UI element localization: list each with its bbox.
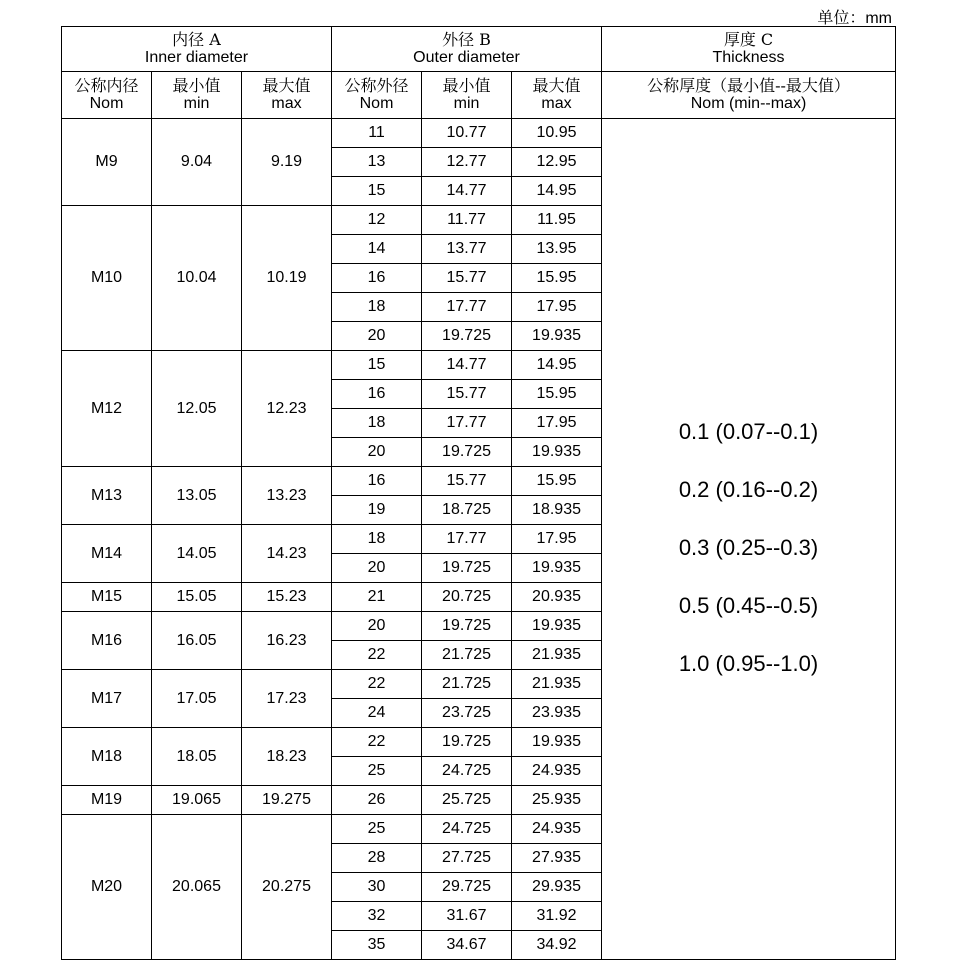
- inner-max-cell: 19.275: [242, 786, 332, 815]
- outer-min-cell: 19.725: [422, 554, 512, 583]
- outer-nom-cell: 11: [332, 119, 422, 148]
- outer-max-cell: 18.935: [512, 496, 602, 525]
- subheader-en: max: [271, 95, 302, 112]
- outer-nom-cell: 32: [332, 902, 422, 931]
- inner-max-cell: 14.23: [242, 525, 332, 583]
- subheader-inner-min: [152, 72, 242, 119]
- inner-nom-cell: M14: [62, 525, 152, 583]
- outer-nom-cell: 12: [332, 206, 422, 235]
- inner-max-cell: 9.19: [242, 119, 332, 206]
- unit-prefix: 单位：: [817, 8, 866, 27]
- outer-nom-cell: 30: [332, 873, 422, 902]
- outer-nom-cell: 20: [332, 554, 422, 583]
- outer-max-cell: 19.935: [512, 438, 602, 467]
- outer-nom-cell: 20: [332, 322, 422, 351]
- outer-nom-cell: 20: [332, 612, 422, 641]
- outer-max-cell: 15.95: [512, 467, 602, 496]
- inner-min-cell: 15.05: [152, 583, 242, 612]
- inner-min-cell: 19.065: [152, 786, 242, 815]
- outer-max-cell: 27.935: [512, 844, 602, 873]
- outer-max-cell: 12.95: [512, 148, 602, 177]
- outer-nom-cell: 26: [332, 786, 422, 815]
- header-inner-diameter: [62, 27, 332, 72]
- header-thickness-en: Thickness: [712, 49, 785, 66]
- subheader-row: [62, 72, 896, 119]
- outer-min-cell: 11.77: [422, 206, 512, 235]
- inner-nom-cell: M17: [62, 670, 152, 728]
- outer-max-cell: 13.95: [512, 235, 602, 264]
- outer-min-cell: 10.77: [422, 119, 512, 148]
- header-thickness: [602, 27, 896, 72]
- inner-nom-cell: M13: [62, 467, 152, 525]
- outer-max-cell: 24.935: [512, 815, 602, 844]
- outer-max-cell: 21.935: [512, 670, 602, 699]
- inner-min-cell: 13.05: [152, 467, 242, 525]
- outer-max-cell: 23.935: [512, 699, 602, 728]
- outer-max-cell: 17.95: [512, 525, 602, 554]
- subheader-cn: 最大值: [262, 76, 311, 95]
- inner-min-cell: 12.05: [152, 351, 242, 467]
- outer-max-cell: 29.935: [512, 873, 602, 902]
- inner-min-cell: 9.04: [152, 119, 242, 206]
- outer-min-cell: 13.77: [422, 235, 512, 264]
- outer-nom-cell: 22: [332, 728, 422, 757]
- outer-max-cell: 24.935: [512, 757, 602, 786]
- inner-nom-cell: M18: [62, 728, 152, 786]
- subheader-outer-nom: [332, 72, 422, 119]
- inner-nom-cell: M20: [62, 815, 152, 960]
- inner-nom-cell: M10: [62, 206, 152, 351]
- dimension-table: [61, 26, 896, 960]
- header-inner-cn: 内径 A: [172, 30, 221, 49]
- outer-max-cell: 20.935: [512, 583, 602, 612]
- subheader-inner-nom: [62, 72, 152, 119]
- outer-max-cell: 17.95: [512, 409, 602, 438]
- outer-max-cell: 17.95: [512, 293, 602, 322]
- outer-min-cell: 17.77: [422, 525, 512, 554]
- inner-max-cell: 18.23: [242, 728, 332, 786]
- outer-min-cell: 21.725: [422, 670, 512, 699]
- inner-min-cell: 20.065: [152, 815, 242, 960]
- inner-max-cell: 20.275: [242, 815, 332, 960]
- subheader-inner-max: [242, 72, 332, 119]
- outer-max-cell: 15.95: [512, 380, 602, 409]
- outer-nom-cell: 16: [332, 380, 422, 409]
- outer-max-cell: 19.935: [512, 322, 602, 351]
- outer-min-cell: 29.725: [422, 873, 512, 902]
- inner-nom-cell: M12: [62, 351, 152, 467]
- outer-nom-cell: 21: [332, 583, 422, 612]
- inner-max-cell: 12.23: [242, 351, 332, 467]
- subheader-outer-max: [512, 72, 602, 119]
- unit-label: [817, 5, 892, 28]
- outer-nom-cell: 35: [332, 931, 422, 960]
- inner-nom-cell: M19: [62, 786, 152, 815]
- outer-min-cell: 23.725: [422, 699, 512, 728]
- outer-min-cell: 15.77: [422, 264, 512, 293]
- outer-min-cell: 15.77: [422, 380, 512, 409]
- outer-nom-cell: 14: [332, 235, 422, 264]
- outer-min-cell: 27.725: [422, 844, 512, 873]
- header-outer-cn: 外径 B: [442, 30, 491, 49]
- inner-max-cell: 16.23: [242, 612, 332, 670]
- outer-nom-cell: 28: [332, 844, 422, 873]
- outer-min-cell: 31.67: [422, 902, 512, 931]
- thickness-option: 0.1 (0.07--0.1): [678, 419, 819, 444]
- inner-nom-cell: M9: [62, 119, 152, 206]
- outer-max-cell: 19.935: [512, 554, 602, 583]
- outer-max-cell: 21.935: [512, 641, 602, 670]
- table-body: [62, 119, 896, 960]
- outer-max-cell: 25.935: [512, 786, 602, 815]
- header-thickness-cn: 厚度 C: [723, 30, 774, 49]
- subheader-cn: 公称内径: [74, 76, 139, 95]
- thickness-option: 0.5 (0.45--0.5): [678, 593, 819, 618]
- outer-min-cell: 17.77: [422, 293, 512, 322]
- outer-min-cell: 34.67: [422, 931, 512, 960]
- outer-min-cell: 17.77: [422, 409, 512, 438]
- subheader-en: min: [183, 95, 210, 112]
- outer-min-cell: 14.77: [422, 177, 512, 206]
- header-outer-diameter: [332, 27, 602, 72]
- outer-max-cell: 11.95: [512, 206, 602, 235]
- outer-min-cell: 19.725: [422, 612, 512, 641]
- thickness-option: 1.0 (0.95--1.0): [678, 651, 819, 676]
- thickness-cell: [602, 119, 896, 960]
- subheader-cn: 公称外径: [344, 76, 409, 95]
- outer-nom-cell: 20: [332, 438, 422, 467]
- outer-nom-cell: 18: [332, 525, 422, 554]
- outer-min-cell: 18.725: [422, 496, 512, 525]
- subheader-en: min: [453, 95, 480, 112]
- outer-nom-cell: 18: [332, 409, 422, 438]
- subheader-cn: 最小值: [172, 76, 221, 95]
- inner-min-cell: 14.05: [152, 525, 242, 583]
- unit-value: mm: [865, 10, 892, 27]
- subheader-outer-min: [422, 72, 512, 119]
- outer-max-cell: 34.92: [512, 931, 602, 960]
- outer-min-cell: 20.725: [422, 583, 512, 612]
- inner-nom-cell: M16: [62, 612, 152, 670]
- outer-min-cell: 24.725: [422, 815, 512, 844]
- inner-max-cell: 15.23: [242, 583, 332, 612]
- inner-min-cell: 16.05: [152, 612, 242, 670]
- header-outer-en: Outer diameter: [413, 49, 520, 66]
- outer-min-cell: 15.77: [422, 467, 512, 496]
- outer-nom-cell: 19: [332, 496, 422, 525]
- outer-min-cell: 19.725: [422, 438, 512, 467]
- inner-min-cell: 10.04: [152, 206, 242, 351]
- outer-nom-cell: 25: [332, 815, 422, 844]
- outer-min-cell: 21.725: [422, 641, 512, 670]
- outer-max-cell: 15.95: [512, 264, 602, 293]
- subheader-en: max: [541, 95, 572, 112]
- inner-max-cell: 13.23: [242, 467, 332, 525]
- outer-max-cell: 14.95: [512, 177, 602, 206]
- outer-nom-cell: 16: [332, 467, 422, 496]
- header-inner-en: Inner diameter: [144, 49, 249, 66]
- section-header-row: [62, 27, 896, 72]
- outer-nom-cell: 22: [332, 641, 422, 670]
- table-row: [62, 119, 896, 148]
- outer-min-cell: 14.77: [422, 351, 512, 380]
- subheader-en: Nom (min--max): [690, 95, 807, 112]
- outer-nom-cell: 25: [332, 757, 422, 786]
- subheader-en: Nom: [89, 95, 124, 112]
- outer-max-cell: 19.935: [512, 728, 602, 757]
- outer-nom-cell: 16: [332, 264, 422, 293]
- subheader-en: Nom: [359, 95, 394, 112]
- inner-min-cell: 17.05: [152, 670, 242, 728]
- outer-nom-cell: 24: [332, 699, 422, 728]
- outer-max-cell: 14.95: [512, 351, 602, 380]
- outer-min-cell: 24.725: [422, 757, 512, 786]
- subheader-cn: 公称厚度（最小值--最大值）: [647, 76, 850, 95]
- inner-max-cell: 17.23: [242, 670, 332, 728]
- outer-nom-cell: 22: [332, 670, 422, 699]
- thickness-option: 0.2 (0.16--0.2): [678, 477, 819, 502]
- outer-nom-cell: 13: [332, 148, 422, 177]
- subheader-cn: 最小值: [442, 76, 491, 95]
- subheader-cn: 最大值: [532, 76, 581, 95]
- outer-min-cell: 19.725: [422, 728, 512, 757]
- outer-min-cell: 12.77: [422, 148, 512, 177]
- outer-nom-cell: 15: [332, 351, 422, 380]
- outer-max-cell: 10.95: [512, 119, 602, 148]
- outer-nom-cell: 18: [332, 293, 422, 322]
- inner-max-cell: 10.19: [242, 206, 332, 351]
- thickness-option: 0.3 (0.25--0.3): [678, 535, 819, 560]
- outer-min-cell: 25.725: [422, 786, 512, 815]
- inner-nom-cell: M15: [62, 583, 152, 612]
- outer-max-cell: 19.935: [512, 612, 602, 641]
- outer-nom-cell: 15: [332, 177, 422, 206]
- inner-min-cell: 18.05: [152, 728, 242, 786]
- outer-min-cell: 19.725: [422, 322, 512, 351]
- subheader-thickness: [602, 72, 896, 119]
- outer-max-cell: 31.92: [512, 902, 602, 931]
